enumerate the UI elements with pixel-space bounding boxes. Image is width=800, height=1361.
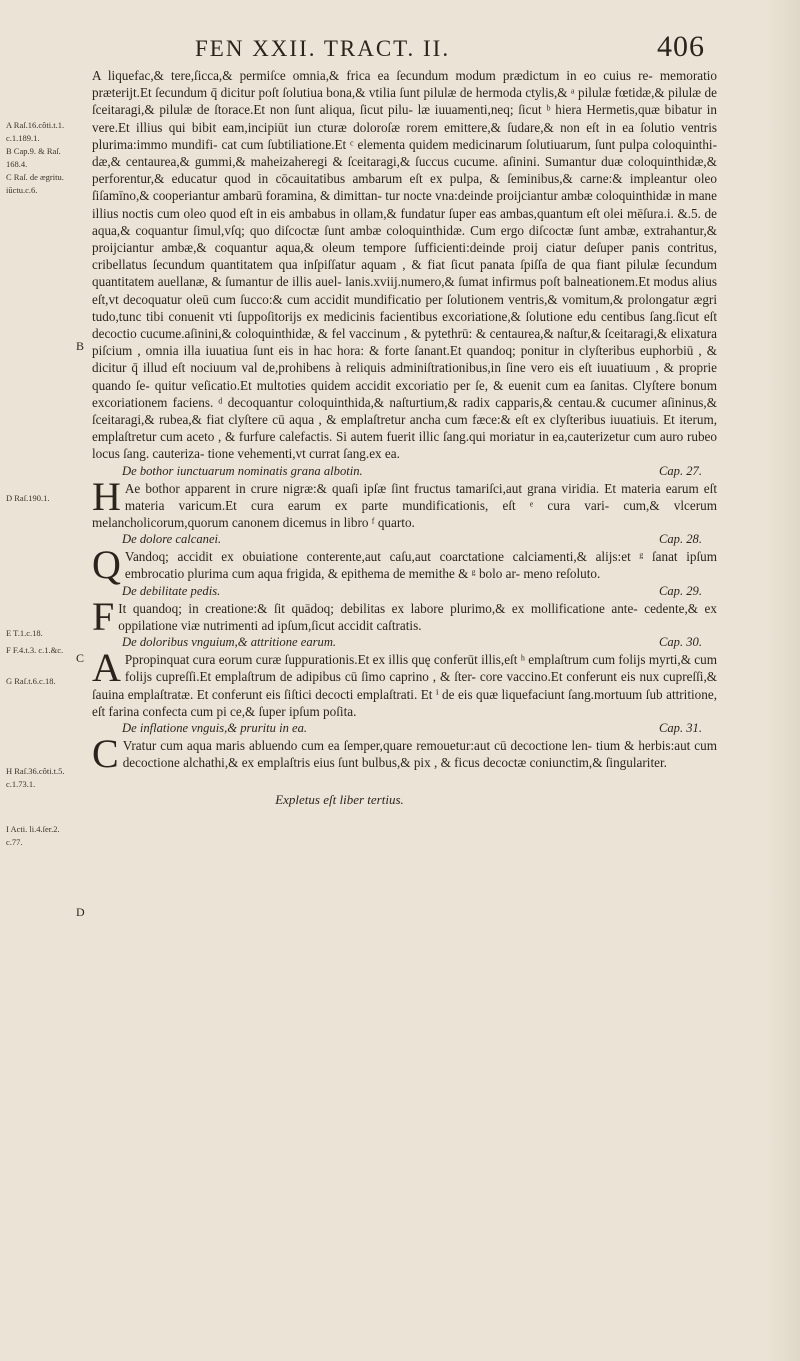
margin-note: iūctu.c.6.: [6, 185, 38, 195]
margin-note: c.1.73.1.: [6, 779, 36, 789]
page-edge-shadow: [765, 0, 800, 1361]
margin-note: c.1.189.1.: [6, 133, 40, 143]
drop-cap: A: [92, 645, 121, 691]
page-number: 406: [657, 30, 705, 63]
chapter-title: De dolore calcanei.: [122, 532, 222, 547]
chapter-body: It quandoq; in creatione:& ſit quādoq; debilitas ex labore plurimo,& ex mollificatione ante- cedente,& ex oppilatione viæ nutrimenti ad ipſum,ſicut accidit caſtratis.: [118, 600, 717, 633]
chapter-number: Cap. 27.: [658, 463, 702, 478]
chapter-number: Cap. 30.: [658, 635, 702, 650]
section-letter: D: [76, 905, 85, 919]
margin-note: E T.1.c.18.: [6, 628, 43, 638]
chapter-text: [92, 593, 717, 639]
margin-note: C Raſ. de ægritu.: [6, 172, 64, 182]
chapter-heading: [92, 463, 717, 480]
drop-cap: Q: [92, 542, 121, 588]
chapter-text: [92, 730, 717, 776]
paragraph: A liquefac,& tere,ſicca,& permiſce omnia,& frica ea ſecundum modum prædictum in eo cuius re- memoratio præterijt.Et ſecundum q̄ dicitur poſt ſolutiua bona,& vtilia ſunt pilulæ de hermoda ctylis,& ᵃ pilulæ fœtidæ,& pilulæ de ſceitaragi,& pilulæ de ſtorace.Et non ſunt aliqua, ſicut pilu- læ iuuamenti,neq; ſicut ᵇ hiera Hermetis,quæ bibatur in vere.Et illius qui bibit eam,incipiūt iun cturæ doloroſæ rorem emittere,& ſudare,& non eſt in ea ſolutio ventris plurima:immo mundifi- cat cum ſubtiliatione.Et ᶜ elementa quidem medicinarum ſolutiuarum, ſunt pulpa coloquinthi- dæ,& centaurea,& gummi,& maheizaheregi & ſceitaragi,& ſuccus cucume. aſinini. Sumantur duæ coloquinthidæ,& perforentur,& educatur quod in cōcauitatibus ambarum eſt ex pulpa, & ſeminibus,& carne:& impleantur oleo ſiſamīno,& cooperiantur ambarū foramina, & dimittan- tur nocte vna:deinde proijciantur ambæ coloquinthidæ in mane illius noctis cum oleo quod eſt in eis ambabus in ollam,& fundatur ſuper eas ambas,quantum eſt olei mēſura.i. &.5. de aqua,& coquantur ſimul,vſq; quo diſcoctæ ſunt ambæ coloquinthidæ. Cum ergo diſcoctæ ſunt ambæ, extrahantur,& proijciantur ambæ,& coquantur aqua,& oleum tempore ſufficienti:deinde proij ciatur deſuper panis contritus, cribellatus ſecundum quantitatem qua inſpiſſatur aquam , & fiat ſicut panata ſpiſſa de qua fiant pilulæ ſecundum quantitatem auellanæ, & ſumantur de illis auel- lanis.xviij.numero,& ſumat infirmus poſt balneationem.Et modus alius eſt,vt decoquatur oleū cum ſucco:& cum accidit mundificatio per ſolutionem ventris,& vomitum,& prolongatur ægri tudo,tunc tibi conuenit vti ſuppoſitorijs ex medicinis facientibus excoriatione,& ſolutione edu centibus ſang.ſicut eſt decoctio cucume.aſinini,& coloquinthidæ, & fel vaccinum , & pytethrū: & centaurea,& naſtur,& ſceitaragi,& elixatura piſcium , omnia illa iuuatiua ſunt eis in hac hora: & forte ſanant.Et quandoq; ponitur in clyſteribus euphorbiū , & dicitur q̄ illud eſt nociuum val de,prohibens à reliquis adminiſtrationibus,in ſine vero eis eſt iuuatiuum , & proprie quando ſe- quitur veſicatio.Et multoties quidem accidit excoriatio per ſe, & euenit cum ea ſanitas. Clyſtere bonum excoriationem faciens. ᵈ decoquantur coloquinthida,& naſturtium,& radix capparis,& centau.& cucumer aſininus,& ſceitaragi,& rubea,& fiat clyſtere cū aqua , & emplaſtretur ancha cum fæce:& eſt ex clyſteribus iuuatiuis. Et iterum, emplaſtretur cum aceto , & furfure calefactis. Si autem fuerit illic ſang.qui moriatur in ea,cauterizetur cum auro rubeo locus ſang. cauteriza- tione vehementi,vt currat ſang.ex ea.: [92, 68, 717, 462]
chapter-text: [92, 542, 717, 588]
margin-note: D Raſ.190.1.: [6, 493, 50, 503]
margin-note: A Raſ.16.côti.t.1.: [6, 120, 65, 130]
chapter-text: [92, 473, 717, 532]
margin-note: B Cap.9. & Raſ.: [6, 146, 61, 156]
section-letter: C: [76, 651, 85, 665]
drop-cap: C: [92, 730, 119, 776]
margin-note: F F.4.t.3. c.1.&c.: [6, 645, 64, 655]
chapter-title: De inflatione vnguis,& pruritu in ea.: [122, 720, 308, 735]
chapter-heading: [92, 720, 717, 737]
chapter-title: De doloribus vnguium,& attritione earum.: [122, 635, 337, 650]
chapter-title: De bothor iunctuarum nominatis grana albotin.: [122, 463, 363, 478]
chapter-heading: [92, 583, 717, 600]
section-letter: B: [76, 339, 85, 353]
chapter-number: Cap. 28.: [658, 532, 702, 547]
margin-note: I Acti. li.4.ſer.2.: [6, 824, 60, 834]
main-text: [92, 67, 717, 809]
chapter-body: Vratur cum aqua maris abluendo cum ea ſemper,quare remouetur:aut cū decoctione len- tium & herbis:aut cum decoctione alchathi,& ex emplaſtris eius ſunt bulbus,& pix , & ficus decoctæ coniunctim,& ſingulariter.: [122, 737, 717, 771]
chapter-heading: [92, 634, 717, 651]
chapter-number: Cap. 29.: [658, 583, 702, 598]
drop-cap: H: [92, 473, 121, 519]
chapter-body: Ppropinquat cura eorum curæ ſuppurationis.Et ex illis quę conferūt illis,eſt ʰ emplaſtrum cum folijs myrti,& cum folijs cupreſſi.Et emplaſtrum de adipibus cū ſimo caprino , & ſter- core vaccino.Et conferunt eis nux cupreſſi,& ſauina emplaſtratæ. Et conferunt eis ſiſtici decocti emplaſtrati. Et ⁱ de eis quæ liquefaciunt ſang.mortuum ſub attritione, eſt farina confecta cum pi ce,& ſuper ipſum poſita.: [92, 652, 717, 719]
chapter-body: Vandoq; accidit ex obuiatione conterente,aut caſu,aut coarctatione calciamenti,& alijs:et ᵍ ſanat ipſum embrocatio plurima cum aqua frigida, & epithema de memithe & ᵍ bolo ar- meno reſoluto.: [124, 549, 717, 582]
margin-note: 168.4.: [6, 159, 28, 169]
drop-cap: F: [92, 593, 115, 639]
explicit-line: Expletus eſt liber tertius.: [275, 792, 404, 808]
page-header: [195, 30, 705, 70]
margin-note: G Raſ.t.6.c.18.: [6, 676, 56, 686]
chapter-title: De debilitate pedis.: [122, 583, 221, 598]
chapter-heading: [92, 531, 717, 548]
margin-note: c.77.: [6, 837, 23, 847]
chapter-number: Cap. 31.: [658, 720, 702, 735]
running-head: FEN XXII. TRACT. II.: [195, 36, 451, 61]
chapter-body: Ae bothor apparent in crure nigræ:& quaſi ipſæ ſint fructus tamariſci,aut grana viridia. Et materia earum eſt materia varicum.Et cura earum ex parte mundificationis, eſt ᵉ cura vari- cum,& vlcerum melancholicorum,quorum canonem dicemus in libro ᶠ quarto.: [92, 480, 717, 531]
chapter-text: [92, 645, 717, 720]
margin-note: H Raſ.36.côti.t.5.: [6, 766, 65, 776]
